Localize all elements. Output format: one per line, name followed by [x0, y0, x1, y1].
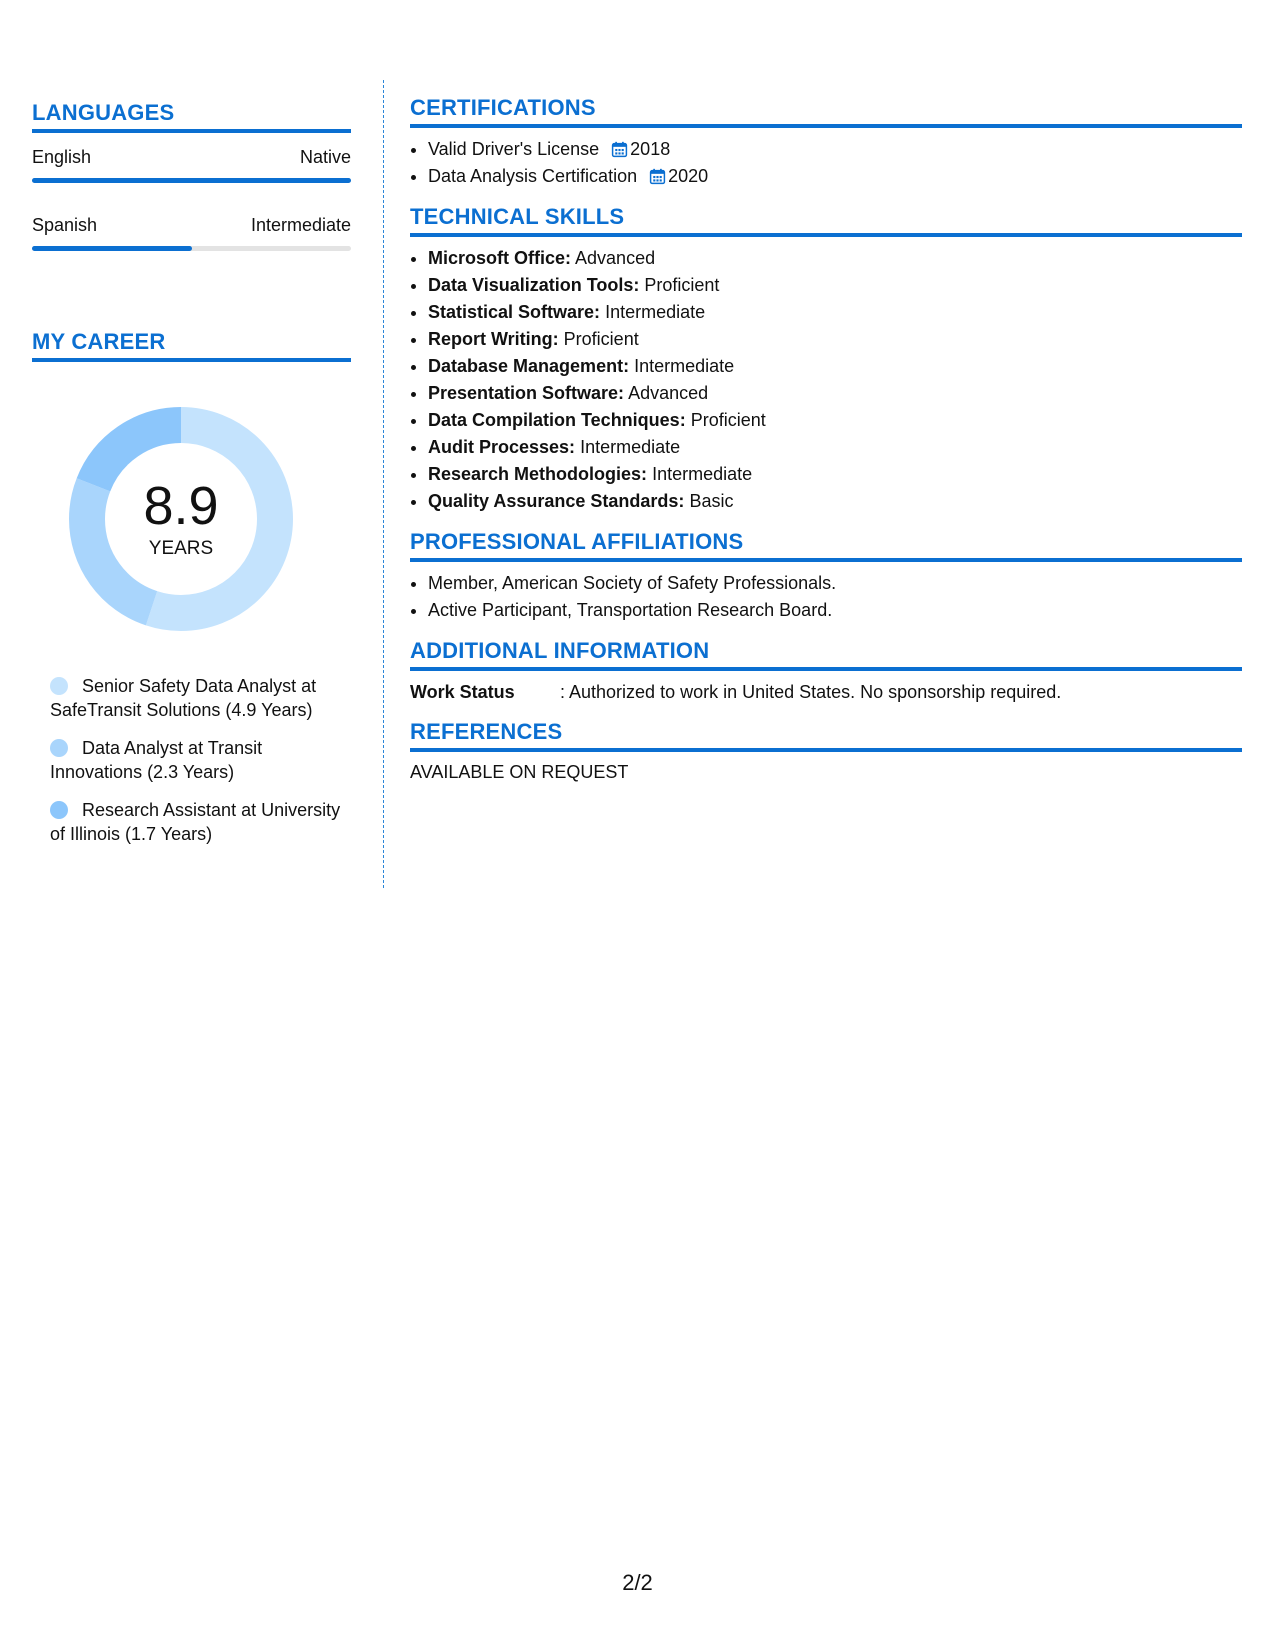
language-level-fill — [32, 246, 192, 251]
affiliation-item: • Member, American Society of Safety Professionals. — [428, 570, 1242, 597]
legend-label: Research Assistant at University of Illinois (1.7 Years) — [50, 800, 341, 844]
skill-level: Advanced — [575, 248, 656, 268]
career-heading: MY CAREER — [32, 329, 351, 362]
skill-name: Data Visualization Tools: — [428, 275, 640, 295]
skill-item — [428, 245, 1242, 272]
career-donut-chart — [66, 404, 296, 634]
career-legend — [50, 674, 350, 846]
additional-info-heading: ADDITIONAL INFORMATION — [410, 638, 1242, 671]
work-status-value: : Authorized to work in United States. No sponsorship required. — [560, 682, 1062, 702]
skill-name: Presentation Software: — [428, 383, 625, 403]
certification-name: Data Analysis Certification — [428, 166, 638, 186]
career-total-value: 8.9 — [143, 476, 219, 536]
skill-level: Basic — [689, 491, 734, 511]
work-status-row — [410, 679, 1242, 705]
additional-info-section — [410, 638, 1242, 705]
skill-name: Database Management: — [428, 356, 630, 376]
language-name: English — [32, 147, 92, 167]
skill-level: Proficient — [690, 410, 766, 430]
skill-name: Quality Assurance Standards: — [428, 491, 685, 511]
legend-label: Data Analyst at Transit Innovations (2.3 Years) — [50, 738, 263, 782]
skill-item — [428, 326, 1242, 353]
language-name: Spanish — [32, 215, 98, 235]
skill-level: Advanced — [628, 383, 709, 403]
skill-level: Proficient — [563, 329, 639, 349]
legend-dot-icon — [50, 739, 68, 757]
certification-item — [428, 136, 1242, 163]
skill-item — [428, 488, 1242, 515]
page-number: 2/2 — [622, 1570, 653, 1595]
skill-level: Intermediate — [634, 356, 735, 376]
skill-item — [428, 461, 1242, 488]
technical-skills-list — [410, 245, 1242, 515]
skill-item — [428, 407, 1242, 434]
skill-item — [428, 380, 1242, 407]
skill-item — [428, 272, 1242, 299]
certifications-list — [410, 136, 1242, 190]
references-heading: REFERENCES — [410, 719, 1242, 752]
affiliations-list — [410, 570, 1242, 624]
references-text: AVAILABLE ON REQUEST — [410, 762, 629, 782]
skill-name: Data Compilation Techniques: — [428, 410, 686, 430]
skill-item — [428, 299, 1242, 326]
language-row — [32, 147, 351, 168]
legend-dot-icon — [50, 801, 68, 819]
languages-list — [32, 147, 351, 251]
language-level: Native — [299, 147, 351, 167]
career-total-unit: YEARS — [148, 538, 214, 559]
language-item — [32, 215, 351, 251]
language-row — [32, 215, 351, 236]
skill-name: Audit Processes: — [428, 437, 576, 457]
right-column — [410, 95, 1242, 797]
legend-label: Senior Safety Data Analyst at SafeTransit Solutions (4.9 Years) — [50, 676, 317, 720]
donut-center — [66, 404, 296, 634]
column-divider — [383, 80, 384, 888]
certification-year: 2020 — [668, 166, 709, 186]
skill-item — [428, 353, 1242, 380]
skill-level: Intermediate — [652, 464, 753, 484]
left-column — [32, 100, 351, 860]
skill-name: Statistical Software: — [428, 302, 601, 322]
legend-item — [50, 798, 350, 846]
skill-level: Intermediate — [605, 302, 706, 322]
skill-item — [428, 434, 1242, 461]
languages-heading: LANGUAGES — [32, 100, 351, 133]
language-level: Intermediate — [250, 215, 351, 235]
certifications-heading: CERTIFICATIONS — [410, 95, 1242, 128]
technical-skills-section — [410, 204, 1242, 515]
calendar-icon — [611, 141, 628, 158]
language-level-bar — [32, 178, 351, 183]
technical-skills-heading: TECHNICAL SKILLS — [410, 204, 1242, 237]
skill-name: Microsoft Office: — [428, 248, 572, 268]
certification-name: Valid Driver's License — [428, 139, 600, 159]
legend-dot-icon — [50, 677, 68, 695]
legend-item — [50, 736, 350, 784]
affiliation-item: • Active Participant, Transportation Research Board. — [428, 597, 1242, 624]
language-level-fill — [32, 178, 351, 183]
language-level-bar — [32, 246, 351, 251]
legend-item — [50, 674, 350, 722]
certification-year: 2018 — [630, 139, 671, 159]
certification-item — [428, 163, 1242, 190]
skill-level: Proficient — [644, 275, 720, 295]
skill-name: Report Writing: — [428, 329, 559, 349]
certifications-section — [410, 95, 1242, 190]
language-item — [32, 147, 351, 183]
work-status-label: Work Status — [410, 682, 515, 702]
calendar-icon — [649, 168, 666, 185]
skill-level: Intermediate — [580, 437, 681, 457]
affiliations-heading: PROFESSIONAL AFFILIATIONS — [410, 529, 1242, 562]
affiliations-section — [410, 529, 1242, 624]
references-section — [410, 719, 1242, 783]
skill-name: Research Methodologies: — [428, 464, 648, 484]
